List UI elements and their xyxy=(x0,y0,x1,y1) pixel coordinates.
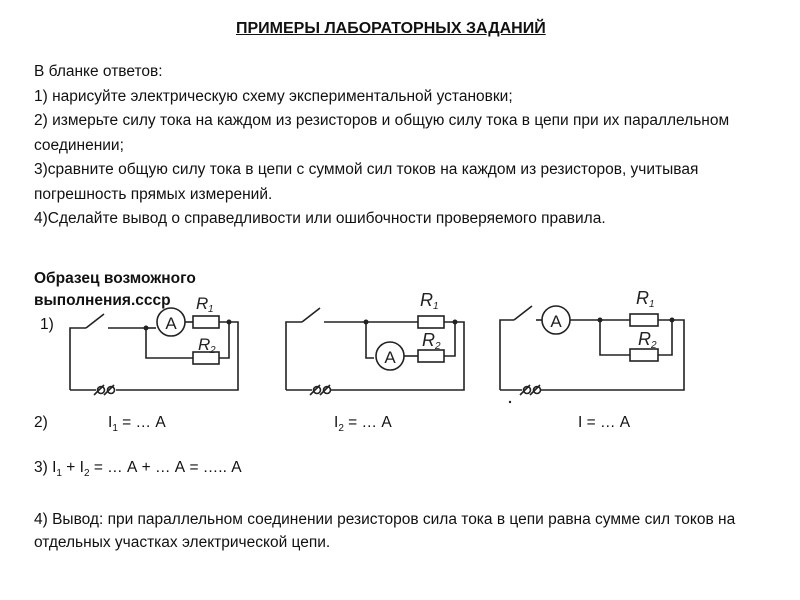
r2-label: R xyxy=(198,335,211,354)
r2-subscript: 2 xyxy=(651,340,657,351)
r2-subscript: 2 xyxy=(210,345,216,356)
current-i1: $I_1$ = … А xyxy=(108,414,166,435)
instruction-item-3: 3)сравните общую силу тока в цепи с суммой сил токов на каждом из резисторов, учитывая погрешность прямых измерений. xyxy=(34,161,699,203)
r1-label: R xyxy=(196,294,209,313)
current-total: I = … А xyxy=(578,414,631,431)
resistor-r1-icon xyxy=(193,316,219,328)
diagram-label: 1) xyxy=(40,316,54,333)
instruction-item-2: 2) измерьте силу тока на каждом из резисторов и общую силу тока в цепи при их параллельном соединении; xyxy=(34,112,730,154)
current-sum: 3) $I_1 + I_2$ = … А + … А = ….. А xyxy=(34,459,242,480)
r1-label: R xyxy=(420,290,433,310)
measurements-label: 2) xyxy=(34,414,48,431)
resistor-r1-icon xyxy=(630,314,658,326)
sample-heading: Образец возможного выполнения.ссср xyxy=(34,270,196,309)
instruction-item-1: 1) нарисуйте электрическую схему экспериментальной установки; xyxy=(34,87,513,105)
ammeter-label: A xyxy=(165,314,177,333)
current-i2: $I_2$ = … А xyxy=(334,414,392,435)
r2-label: R xyxy=(422,330,435,350)
r1-label: R xyxy=(636,288,649,308)
r1-subscript: 1 xyxy=(649,299,655,310)
conclusion-text: 4) Вывод: при параллельном соединении резисторов сила тока в цепи равна сумме сил токов на отдельных участках электрической цепи. xyxy=(34,511,736,551)
instructions-heading: В бланке ответов: xyxy=(34,63,163,80)
resistor-r1-icon xyxy=(418,316,444,328)
ammeter-label: A xyxy=(384,348,396,367)
page-title: ПРИМЕРЫ ЛАБОРАТОРНЫХ ЗАДАНИЙ xyxy=(236,20,546,37)
r2-label: R xyxy=(638,329,651,349)
instruction-item-4: 4)Сделайте вывод о справедливости или ошибочности проверяемого правила. xyxy=(34,210,606,227)
r1-subscript: 1 xyxy=(433,301,439,312)
ammeter-label: A xyxy=(550,312,562,331)
r2-subscript: 2 xyxy=(435,341,441,352)
r1-subscript: 1 xyxy=(208,304,214,315)
